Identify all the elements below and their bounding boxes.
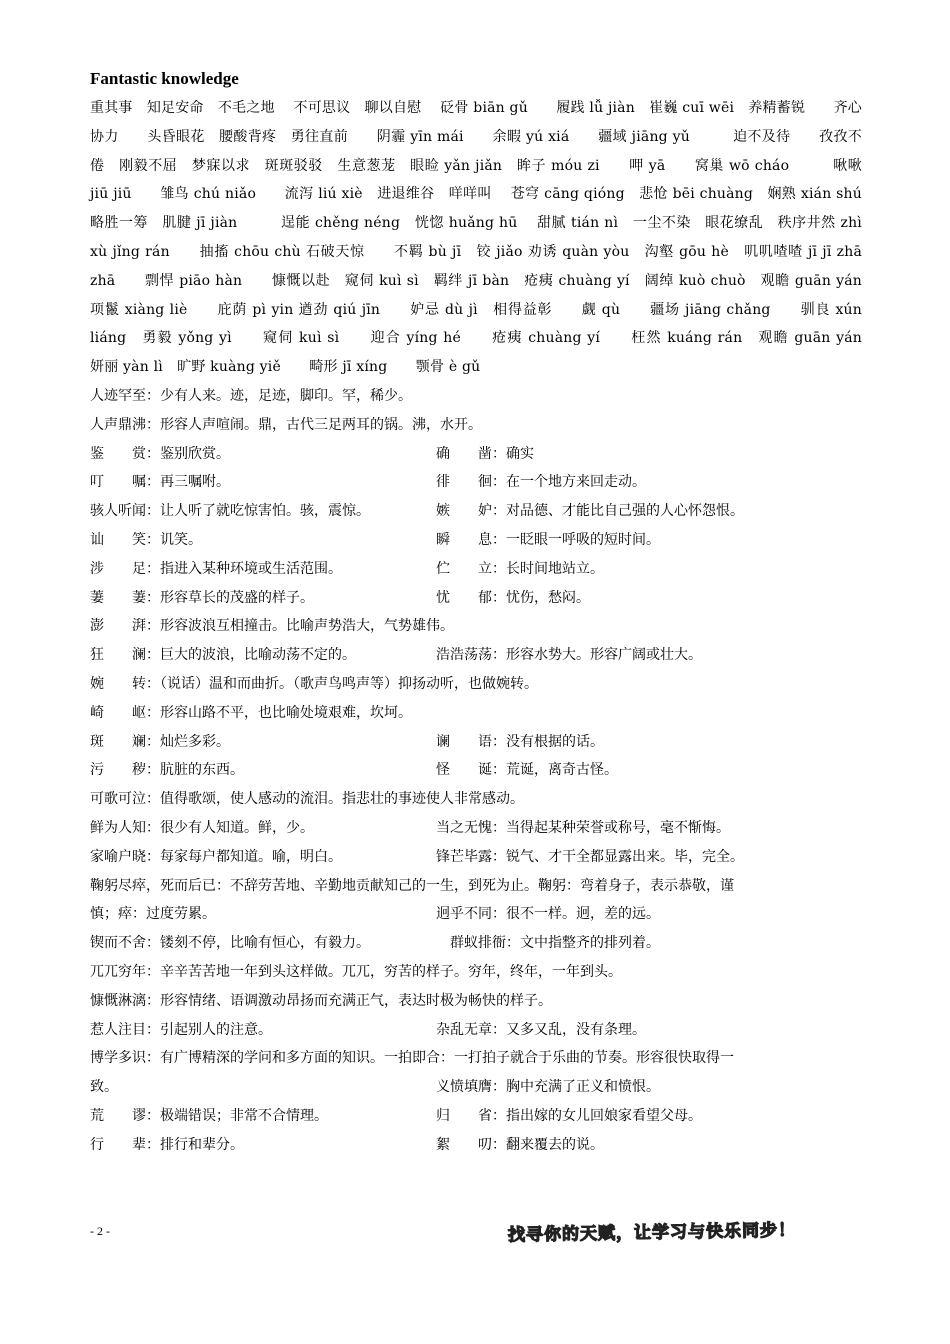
- definition-left: 鞠躬尽瘁，死而后已：不辞劳苦地、辛勤地贡献知己的一生，到死为止。鞠躬：弯着身子，表示恭敬，谨: [90, 877, 734, 894]
- definition-left: 斑 斓：灿烂多彩。: [90, 733, 230, 750]
- definition-right: 忧 郁：忧伤，愁闷。: [436, 589, 590, 606]
- definition-right: 瞬 息：一眨眼一呼吸的短时间。: [436, 531, 660, 548]
- definition-left: 家喻户晓：每家每户都知道。喻，明白。: [90, 848, 342, 865]
- definition-left: 鲜为人知：很少有人知道。鲜，少。: [90, 819, 314, 836]
- definition-right: 伫 立：长时间地站立。: [436, 560, 604, 577]
- definition-right: 群蚁排衙：文中指整齐的排列着。: [436, 935, 660, 952]
- definition-row: [90, 699, 862, 728]
- definition-left: 叮 嘱：再三嘱咐。: [90, 474, 230, 491]
- definition-right: 杂乱无章：又多又乱，没有条理。: [436, 1021, 646, 1038]
- definition-right: 絮 叨：翻来覆去的说。: [436, 1136, 604, 1153]
- definition-row: [90, 785, 862, 814]
- definition-row: [90, 958, 862, 987]
- definition-right: 归 省：指出嫁的女儿回娘家看望父母。: [436, 1107, 702, 1124]
- definition-row: [90, 756, 862, 785]
- definition-row: [90, 1016, 862, 1045]
- definition-left: 人迹罕至：少有人来。迹，足迹，脚印。罕，稀少。: [90, 387, 412, 404]
- page-title: Fantastic knowledge: [90, 69, 239, 88]
- definition-row: [90, 814, 862, 843]
- definition-right: 迥乎不同：很不一样。迥，差的远。: [436, 906, 660, 923]
- definition-row: [90, 612, 862, 641]
- definition-row: [90, 1131, 862, 1160]
- definition-right: 徘 徊：在一个地方来回走动。: [436, 474, 646, 491]
- definition-left: 惹人注目：引起别人的注意。: [90, 1021, 272, 1038]
- definition-left: 狂 澜：巨大的波浪，比喻动荡不定的。: [90, 647, 356, 664]
- definition-row: [90, 382, 862, 411]
- definition-left: 澎 湃：形容波浪互相撞击。比喻声势浩大，气势雄伟。: [90, 618, 454, 635]
- definition-row: [90, 1044, 862, 1073]
- definition-row: [90, 987, 862, 1016]
- definition-right: 当之无愧：当得起某种荣誉或称号，毫不惭悔。: [436, 819, 730, 836]
- definition-row: [90, 555, 862, 584]
- definition-row: [90, 584, 862, 613]
- definition-row: [90, 843, 862, 872]
- definition-right: 谰 语：没有根据的话。: [436, 733, 604, 750]
- definition-right: 怪 诞：荒诞，离奇古怪。: [436, 762, 618, 779]
- definition-left: 博学多识：有广博精深的学问和多方面的知识。一拍即合：一打拍子就合于乐曲的节奏。形容很快取得一: [90, 1050, 734, 1067]
- footer-slogan: 找寻你的天赋，让学习与快乐同步！: [507, 1220, 797, 1246]
- definition-row: [90, 872, 862, 901]
- definition-left: 崎 岖：形容山路不平，也比喻处境艰难，坎坷。: [90, 704, 412, 721]
- definition-right: 嫉 妒：对品德、才能比自己强的人心怀怨恨。: [436, 503, 744, 520]
- definition-row: [90, 670, 862, 699]
- definition-left: 荒 谬：极端错误；非常不合情理。: [90, 1107, 328, 1124]
- definition-row: [90, 641, 862, 670]
- definition-row: [90, 900, 862, 929]
- definition-row: [90, 1102, 862, 1131]
- definition-left: 人声鼎沸：形容人声喧闹。鼎，古代三足两耳的锅。沸，水开。: [90, 416, 482, 433]
- definition-left: 鉴 赏：鉴别欣赏。: [90, 445, 230, 462]
- definition-row: [90, 526, 862, 555]
- document-page: [90, 68, 891, 1159]
- definition-left: 致。: [90, 1079, 118, 1096]
- definition-right: 浩浩荡荡：形容水势大。形容广阔或壮大。: [436, 647, 702, 664]
- definition-left: 锲而不舍：镂刻不停，比喻有恒心，有毅力。: [90, 935, 370, 952]
- definition-right: 义愤填膺：胸中充满了正义和愤恨。: [436, 1079, 660, 1096]
- definitions-list: [90, 382, 862, 1160]
- definition-row: [90, 497, 862, 526]
- definition-row: [90, 728, 862, 757]
- definition-left: 慎；瘁：过度劳累。: [90, 906, 216, 923]
- definition-left: 讪 笑：讥笑。: [90, 531, 202, 548]
- definition-left: 兀兀穷年：辛辛苦苦地一年到头这样做。兀兀，穷苦的样子。穷年，终年，一年到头。: [90, 963, 622, 980]
- definition-row: [90, 411, 862, 440]
- definition-row: [90, 1073, 862, 1102]
- definition-row: [90, 440, 862, 469]
- definition-right: 锋芒毕露：锐气、才干全都显露出来。毕，完全。: [436, 848, 744, 865]
- definition-left: 可歌可泣：值得歌颂，使人感动的流泪。指悲壮的事迹使人非常感动。: [90, 791, 524, 808]
- definition-row: [90, 929, 862, 958]
- definition-row: [90, 468, 862, 497]
- vocabulary-paragraph: 重其事 知足安命 不毛之地 不可思议 聊以自慰 砭骨 biān gǔ 履践 lǚ jiàn 崔巍 cuī wēi 养精蓄锐 齐心协力 头昏眼花 腰酸背疼 勇往直前 阴霾 yīn mái 余暇 yú xiá 疆域 jiāng yǔ 迫不及待 孜孜不倦 刚毅不屈 梦寐以求 斑斑驳驳 生意葱茏 眼睑 yǎn jiǎn 眸子 móu zi 呷 yā 窝巢 wō cháo 啾啾 jiū jiū 雏鸟 chú niǎo 流泻 liú xiè 进退维谷 咩咩叫 苍穹 cāng qióng 悲怆 bēi chuàng 娴熟 xián shú 略胜一筹 肌腱 jī jiàn 逞能 chěng néng 恍惚 huǎng hū 甜腻 tián nì 一尘不染 眼花缭乱 秩序井然 zhì xù jǐng rán 抽搐 chōu chù 石破天惊 不羁 bù jī 铰 jiǎo 劝诱 quàn yòu 沟壑 gōu hè 叽叽喳喳 jī jī zhā zhā 剽悍 piāo hàn 慷慨以赴 窥伺 kuì sì 羁绊 jī bàn 疮痍 chuàng yí 阔绰 kuò chuò 观瞻 guān yán 项鬣 xiàng liè 庇荫 pì yin 遒劲 qiú jīn 妒忌 dù jì 相得益彰 觑 qù 疆场 jiāng chǎng 驯良 xún liáng 勇毅 yǒng yì 窥伺 kuì sì 迎合 yíng hé 疮痍 chuàng yí 枉然 kuáng rán 观瞻 guān yán 妍丽 yàn lì 旷野 kuàng yiě 畸形 jī xíng 颚骨 è gǔ: [90, 100, 891, 376]
- definition-right: 确 凿：确实: [436, 445, 534, 462]
- page-number: - 2 -: [90, 1224, 110, 1238]
- definition-left: 慷慨淋漓：形容情绪、语调激动昂扬而充满正气，表达时极为畅快的样子。: [90, 992, 552, 1009]
- definition-left: 婉 转：（说话）温和而曲折。（歌声鸟鸣声等）抑扬动听，也做婉转。: [90, 675, 538, 692]
- definition-left: 污 秽：肮脏的东西。: [90, 762, 244, 779]
- definition-left: 萋 萋：形容草长的茂盛的样子。: [90, 589, 314, 606]
- definition-left: 涉 足：指进入某种环境或生活范围。: [90, 560, 342, 577]
- definition-left: 骇人听闻：让人听了就吃惊害怕。骇，震惊。: [90, 503, 370, 520]
- definition-left: 行 辈：排行和辈分。: [90, 1136, 244, 1153]
